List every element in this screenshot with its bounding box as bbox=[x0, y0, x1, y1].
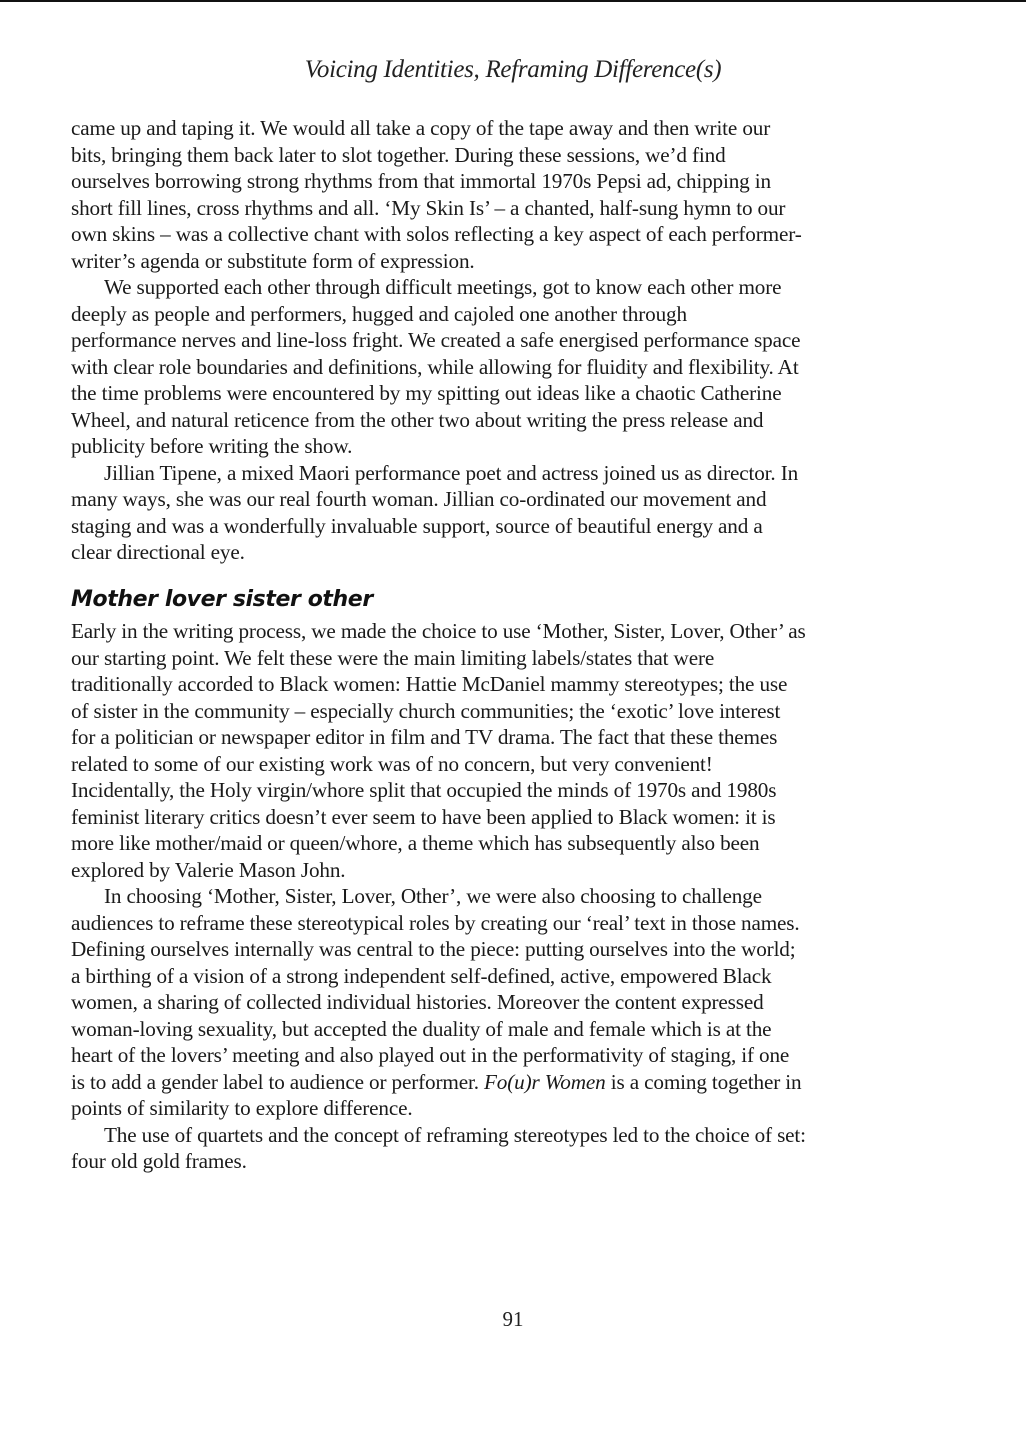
text-line: staging and was a wonderfully invaluable support, source of beautiful energy and a bbox=[71, 513, 763, 538]
text-line: feminist literary critics doesn’t ever seem to have been applied to Black women: it is bbox=[71, 804, 776, 829]
text-line: points of similarity to explore difference. bbox=[71, 1096, 413, 1120]
text-line: We supported each other through difficult meetings, got to know each other more bbox=[104, 275, 782, 299]
text-line: Incidentally, the Holy virgin/whore split that occupied the minds of 1970s and 1980s bbox=[71, 778, 777, 802]
text-line: clear directional eye. bbox=[71, 540, 245, 564]
text-line: with clear role boundaries and definitions, while allowing for fluidity and flexibility. At bbox=[71, 354, 799, 379]
text-line: heart of the lovers’ meeting and also played out in the performativity of staging, if one bbox=[71, 1043, 790, 1067]
page-number: 91 bbox=[502, 1307, 524, 1331]
text-line: the time problems were encountered by my spitting out ideas like a chaotic Catherine bbox=[71, 381, 782, 405]
text-line: publicity before writing the show. bbox=[71, 434, 353, 458]
text-line: short fill lines, cross rhythms and all. ‘My Skin Is’ – a chanted, half-sung hymn to our bbox=[71, 195, 786, 220]
text-line: In choosing ‘Mother, Sister, Lover, Other’, we were also choosing to challenge bbox=[104, 884, 762, 908]
text-line: writer’s agenda or substitute form of expression. bbox=[71, 248, 475, 273]
running-head: Voicing Identities, Reframing Difference(s) bbox=[304, 56, 722, 83]
text-line: Early in the writing process, we made the choice to use ‘Mother, Sister, Lover, Other’ as bbox=[71, 619, 806, 643]
text-line: of sister in the community – especially church communities; the ‘exotic’ love interest bbox=[71, 698, 781, 723]
text-line: came up and taping it. We would all take a copy of the tape away and then write our bbox=[71, 116, 771, 140]
text-line: women, a sharing of collected individual histories. Moreover the content expressed bbox=[71, 990, 764, 1014]
text-line: own skins – was a collective chant with solos reflecting a key aspect of each performer- bbox=[71, 222, 802, 246]
text-line: more like mother/maid or queen/whore, a theme which has subsequently also been bbox=[71, 831, 760, 855]
text-line bbox=[71, 1069, 801, 1096]
text-line: woman-loving sexuality, but accepted the duality of male and female which is at the bbox=[71, 1016, 772, 1041]
text-line: audiences to reframe these stereotypical roles by creating our ‘real’ text in those names. bbox=[71, 910, 800, 935]
text-line: a birthing of a vision of a strong independent self-defined, active, empowered Black bbox=[71, 963, 772, 988]
text-line: deeply as people and performers, hugged and cajoled one another through bbox=[71, 301, 687, 326]
text-line: performance nerves and line-loss fright. We created a safe energised performance space bbox=[71, 328, 801, 352]
text-line: The use of quartets and the concept of reframing stereotypes led to the choice of set: bbox=[104, 1122, 806, 1147]
section-heading: Mother lover sister other bbox=[71, 587, 373, 612]
text-line: Wheel, and natural reticence from the other two about writing the press release and bbox=[71, 407, 764, 432]
text-segment: is a coming together in bbox=[605, 1069, 802, 1094]
text-line: ourselves borrowing strong rhythms from that immortal 1970s Pepsi ad, chipping in bbox=[71, 169, 771, 193]
text-line: related to some of our existing work was of no concern, but very convenient! bbox=[71, 751, 713, 776]
text-line: our starting point. We felt these were the main limiting labels/states that were bbox=[71, 645, 715, 670]
text-line: four old gold frames. bbox=[71, 1149, 247, 1173]
text-line: for a politician or newspaper editor in film and TV drama. The fact that these themes bbox=[71, 725, 778, 749]
text-segment: is to add a gender label to audience or performer. bbox=[71, 1069, 484, 1094]
text-line: many ways, she was our real fourth woman. Jillian co-ordinated our movement and bbox=[71, 487, 767, 511]
text-line: Jillian Tipene, a mixed Maori performance poet and actress joined us as director. In bbox=[104, 460, 799, 485]
text-line: Defining ourselves internally was central to the piece: putting ourselves into the world; bbox=[71, 937, 796, 961]
text-line: explored by Valerie Mason John. bbox=[71, 857, 346, 882]
work-title: Fo(u)r Women bbox=[484, 1069, 606, 1094]
text-line: bits, bringing them back later to slot together. During these sessions, we’d find bbox=[71, 142, 726, 167]
text-line: traditionally accorded to Black women: Hattie McDaniel mammy stereotypes; the use bbox=[71, 672, 788, 696]
